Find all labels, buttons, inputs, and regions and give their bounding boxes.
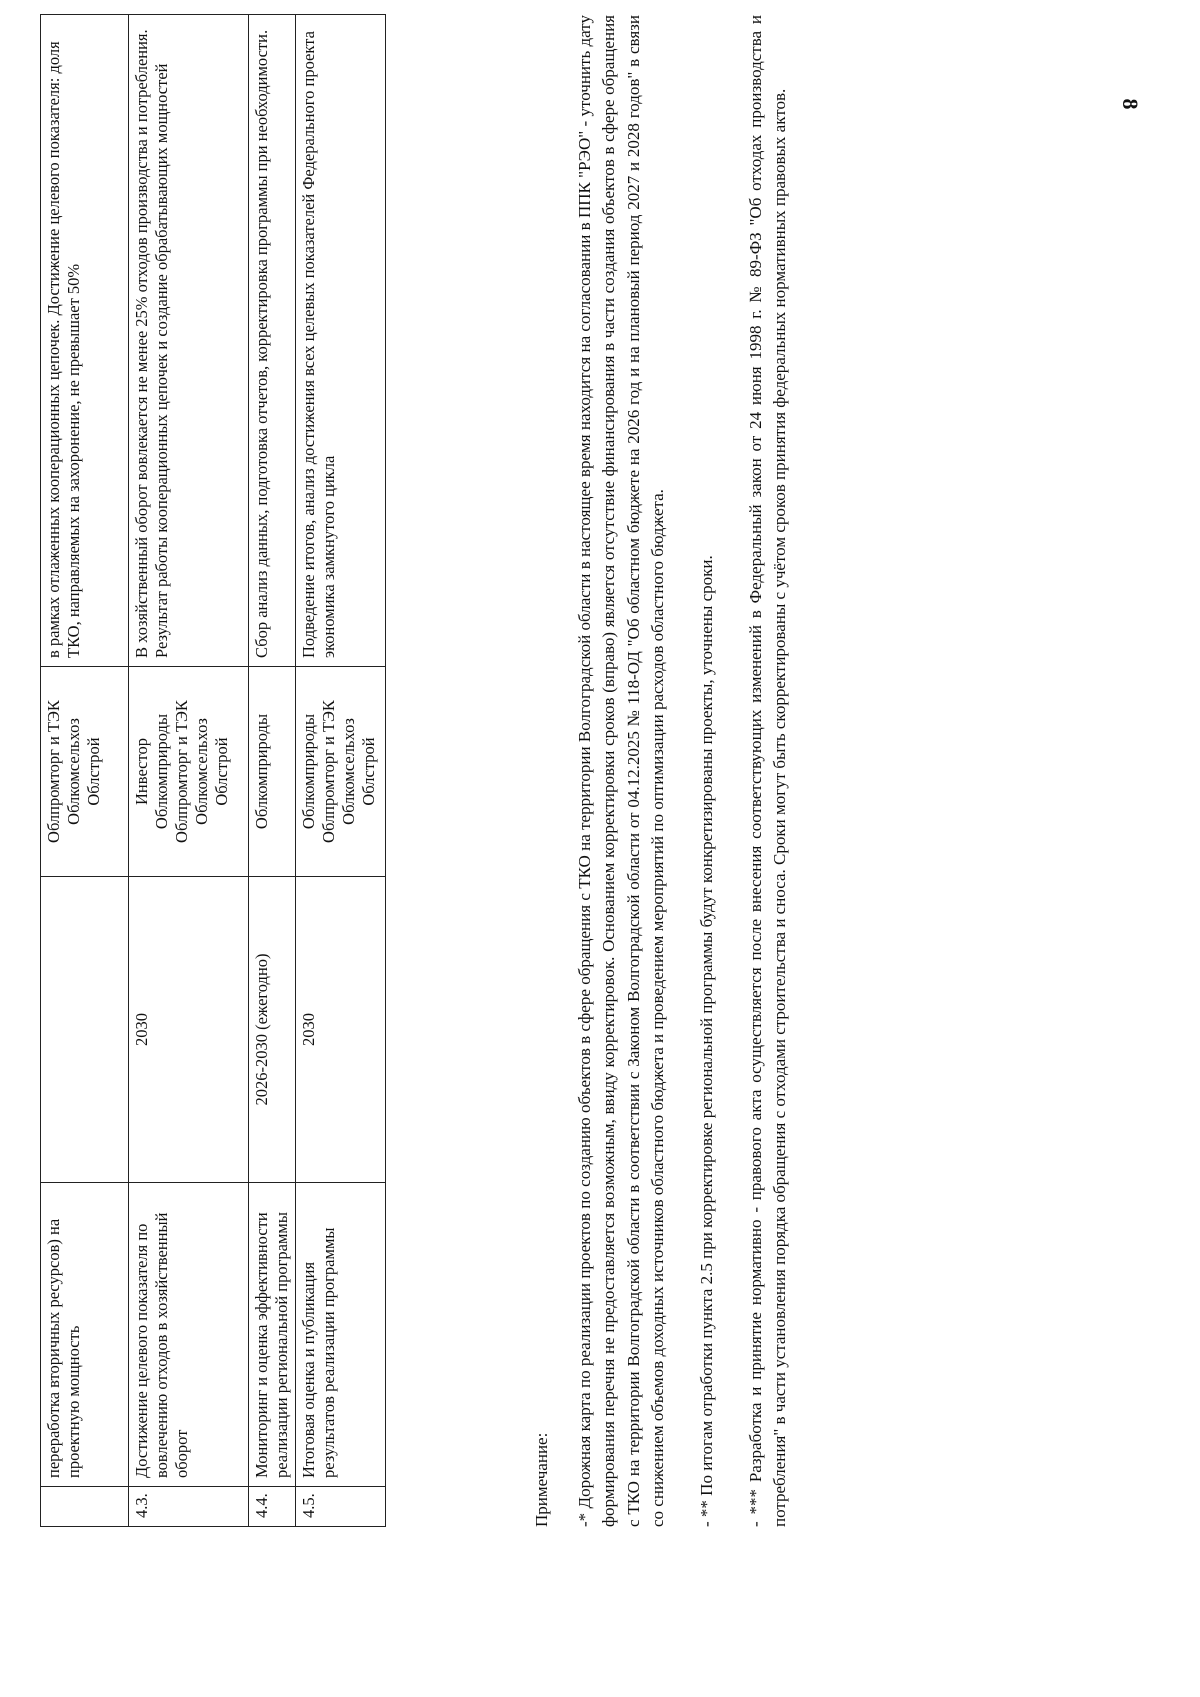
- table-row: [296, 15, 386, 1527]
- responsible-org: Облстрой: [212, 737, 231, 806]
- row-result: В хозяйственный оборот вовлекается не менее 25% отходов производства и потребления. Результат работы кооперационных цепочек и создание обрабатывающих мощностей: [129, 15, 249, 667]
- responsible-org: Облпромторг и ТЭК: [172, 700, 191, 843]
- note-item: - ** По итогам отработки пункта 2.5 при корректировке региональной программы будут конкретизированы проекты, уточнены сроки.: [696, 555, 716, 1527]
- responsible-org: Облкомсельхоз: [192, 718, 211, 825]
- note-item: -* Дорожная карта по реализации проектов по созданию объектов в сфере обращения с ТКО на территории Волгоградской области в настоящее время находится на согласовании в ППК "РЭО" - уточнить дату формирования перечня не предоставляется возможным, ввиду корректировок. Основанием корректировки сроков (вправо) является отсутствие финансирования в части создания объектов в сфере обращения с ТКО на территории Волгоградской области в соответствии с Законом Волгоградской области от 04.12.2025 № 118-ОД "Об областном бюджете на 2026 год и на плановый период 2027 и 2028 годов" в связи со снижением объемов доходных источников областного бюджета и проведением мероприятий по оптимизации расходов областного бюджета.: [574, 15, 668, 1527]
- responsible-org: Облкомприроды: [299, 713, 318, 830]
- roadmap-table: [40, 14, 386, 1527]
- responsible-org: Облкомсельхоз: [64, 718, 83, 825]
- row-responsible: [249, 667, 296, 877]
- row-deadline: [41, 877, 129, 1183]
- row-deadline: 2030: [129, 877, 249, 1183]
- notes-list: [573, 15, 793, 1527]
- table-row: [41, 15, 129, 1527]
- responsible-org: Облпромторг и ТЭК: [44, 700, 63, 843]
- row-number: 4.4.: [249, 1487, 296, 1527]
- note-item: - *** Разработка и принятие нормативно - правового акта осуществляется после внесения соответствующих изменений в Федеральный закон от 24 июня 1998 г. № 89-ФЗ "Об отходах производства и потребления" в части установления порядка обращения с отходами строительства и сноса. Сроки могут быть скорректированы с учётом сроков принятия федеральных нормативных правовых актов.: [745, 15, 790, 1527]
- row-deadline: 2030: [296, 877, 386, 1183]
- row-deadline: 2026-2030 (ежегодно): [249, 877, 296, 1183]
- row-result: Подведение итогов, анализ достижения всех целевых показателей Федерального проекта экономика замкнутого цикла: [296, 15, 386, 667]
- row-responsible: [296, 667, 386, 877]
- responsible-org: Облкомприроды: [252, 713, 271, 830]
- table-body: [41, 15, 386, 1527]
- row-result: в рамках отлаженных кооперационных цепочек. Достижение целевого показателя: доля ТКО, направляемых на захоронение, не превышает 50%: [41, 15, 129, 667]
- row-responsible: [41, 667, 129, 877]
- responsible-org: Инвестор: [132, 738, 151, 805]
- row-number: 4.3.: [129, 1487, 249, 1527]
- row-task: Итоговая оценка и публикация результатов реализации программы: [296, 1183, 386, 1487]
- row-result: Сбор анализ данных, подготовка отчетов, корректировка программы при необходимости.: [249, 15, 296, 667]
- responsible-org: Облпромторг и ТЭК: [319, 700, 338, 843]
- table-row: [129, 15, 249, 1527]
- responsible-org: Облстрой: [84, 737, 103, 806]
- row-task: Мониторинг и оценка эффективности реализации региональной программы: [249, 1183, 296, 1487]
- notes-section: [530, 15, 817, 1527]
- row-responsible: [129, 667, 249, 877]
- responsible-org: Облкомприроды: [152, 713, 171, 830]
- row-task: переработка вторичных ресурсов) на проектную мощность: [41, 1183, 129, 1487]
- notes-title: Примечание:: [532, 1432, 551, 1527]
- row-number: 4.5.: [296, 1487, 386, 1527]
- page-number: 8: [1118, 98, 1143, 110]
- row-number: [41, 1487, 129, 1527]
- row-task: Достижение целевого показателя по вовлечению отходов в хозяйственный оборот: [129, 1183, 249, 1487]
- responsible-org: Облкомсельхоз: [339, 718, 358, 825]
- responsible-org: Облстрой: [359, 737, 378, 806]
- table-row: [249, 15, 296, 1527]
